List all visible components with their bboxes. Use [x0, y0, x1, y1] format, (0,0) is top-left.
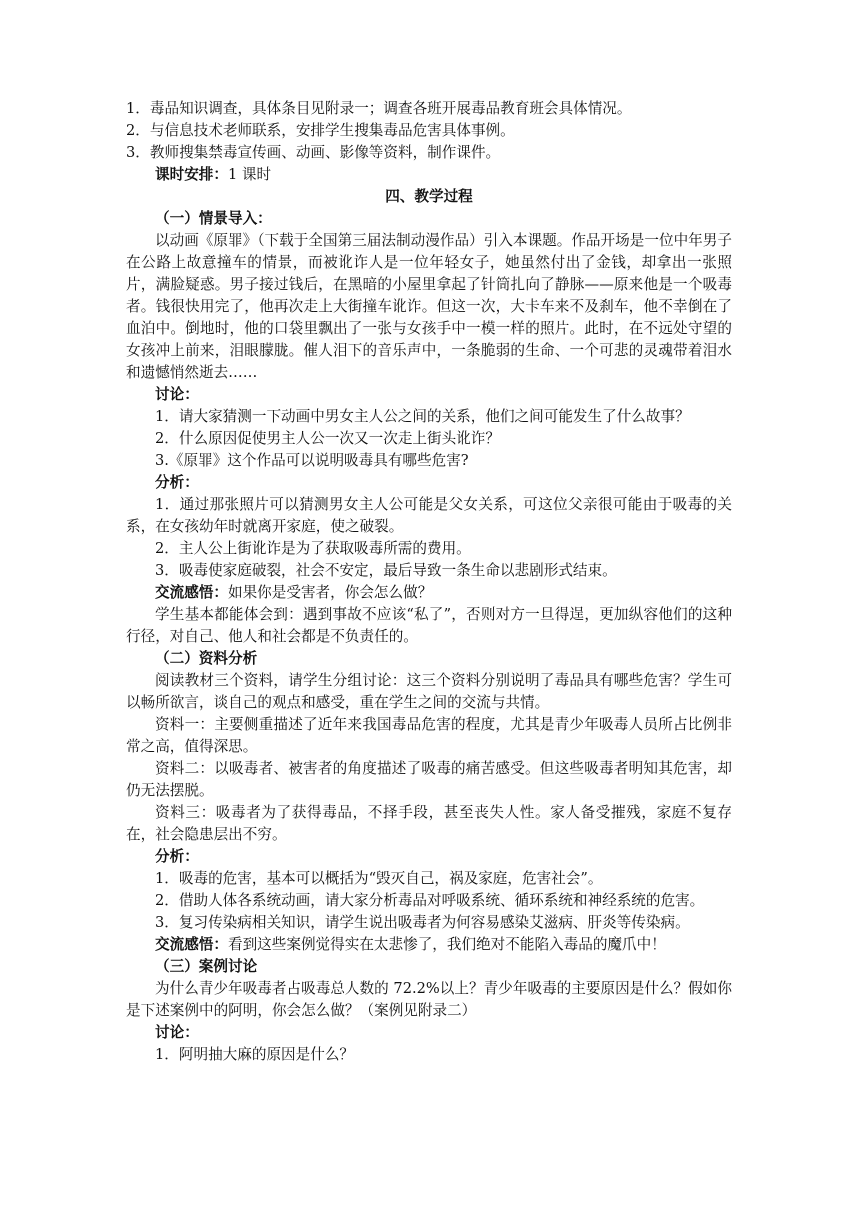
- part2-material-2: 资料二：以吸毒者、被害者的角度描述了吸毒的痛苦感受。但这些吸毒者明知其危害，却仍无法摆脱。: [126, 760, 732, 799]
- part1-analysis-3: 3．吸毒使家庭破裂，社会不安定，最后导致一条生命以悲剧形式结束。: [155, 562, 617, 579]
- part2-feeling: [126, 934, 732, 956]
- part3-heading: （三）案例讨论: [155, 958, 258, 975]
- part2-analysis-label: 分析：: [155, 848, 199, 865]
- part1-discussion-3: 3.《原罪》这个作品可以说明吸毒具有哪些危害?: [155, 452, 469, 469]
- part3-intro: 为什么青少年吸毒者占吸毒总人数的 72.2%以上？青少年吸毒的主要原因是什么？假如你是下述案例中的阿明，你会怎么做？（案例见附录二）: [126, 980, 732, 1019]
- part1-discussion-1: 1．请大家猜测一下动画中男女主人公之间的关系，他们之间可能发生了什么故事？: [155, 408, 690, 425]
- schedule-value: 1 课时: [227, 166, 272, 183]
- prep-item-3: 3．教师搜集禁毒宣传画、动画、影像等资料，制作课件。: [126, 144, 501, 161]
- part1-feeling: [126, 582, 732, 604]
- part1-discussion-2: 2．什么原因促使男主人公一次又一次走上街头讹诈？: [155, 430, 500, 447]
- part1-feeling-text: 如果你是受害者，你会怎么做？: [227, 584, 433, 601]
- part2-analysis-1: 1．吸毒的危害，基本可以概括为“毁灭自己，祸及家庭，危害社会”。: [155, 870, 603, 887]
- part2-material-1: 资料一：主要侧重描述了近年来我国毒品危害的程度，尤其是青少年吸毒人员所占比例非常之高，值得深思。: [126, 716, 732, 755]
- part2-analysis-2: 2．借助人体各系统动画，请大家分析毒品对呼吸系统、循环系统和神经系统的危害。: [155, 892, 705, 909]
- part1-heading: （一）情景导入：: [155, 210, 272, 227]
- part2-intro: 阅读教材三个资料，请学生分组讨论：这三个资料分别说明了毒品具有哪些危害？学生可以畅所欲言，谈自己的观点和感受，重在学生之间的交流与共情。: [126, 672, 732, 711]
- part1-analysis-label: 分析：: [155, 474, 199, 491]
- part1-intro: 以动画《原罪》（下载于全国第三届法制动漫作品）引入本课题。作品开场是一位中年男子在公路上故意撞车的情景，而被讹诈人是一位年轻女子，她虽然付出了金钱，却拿出一张照片，满脸疑惑。男子接过钱后，在黑暗的小屋里拿起了针筒扎向了静脉——原来他是一个吸毒者。钱很快用完了，他再次走上大街撞车讹诈。但这一次，大卡车来不及刹车，他不幸倒在了血泊中。倒地时，他的口袋里飘出了一张与女孩手中一模一样的照片。此时，在不远处守望的女孩冲上前来，泪眼朦胧。催人泪下的音乐声中，一条脆弱的生命、一个可悲的灵魂带着泪水和遗憾悄然逝去……: [126, 232, 732, 381]
- schedule-line: [126, 164, 732, 186]
- document-body: [126, 98, 732, 1066]
- part3-discussion-label: 讨论：: [155, 1024, 199, 1041]
- schedule-label: 课时安排：: [155, 166, 228, 183]
- part3-discussion-1: 1．阿明抽大麻的原因是什么？: [155, 1046, 355, 1063]
- part1-analysis-2: 2．主人公上街讹诈是为了获取吸毒所需的费用。: [155, 540, 471, 557]
- prep-item-2: 2．与信息技术老师联系，安排学生搜集毒品危害具体事例。: [126, 122, 515, 139]
- part2-analysis-3: 3．复习传染病相关知识，请学生说出吸毒者为何容易感染艾滋病、肝炎等传染病。: [155, 914, 690, 931]
- part1-feeling-label: 交流感悟：: [155, 584, 228, 601]
- part1-analysis-1: 1．通过那张照片可以猜测男女主人公可能是父女关系，可这位父亲很可能由于吸毒的关系，在女孩幼年时就离开家庭，使之破裂。: [126, 496, 732, 535]
- part2-feeling-text: 看到这些案例觉得实在太悲惨了，我们绝对不能陷入毒品的魔爪中！: [227, 936, 666, 953]
- section-title: 四、教学过程: [385, 188, 473, 205]
- part1-feeling-answer: 学生基本都能体会到：遇到事故不应该“私了”，否则对方一旦得逞，更加纵容他们的这种行径，对自己、他人和社会都是不负责任的。: [126, 606, 732, 645]
- part2-heading: （二）资料分析: [155, 650, 258, 667]
- part2-feeling-label: 交流感悟：: [155, 936, 228, 953]
- part1-discussion-label: 讨论：: [155, 386, 199, 403]
- part2-material-3: 资料三：吸毒者为了获得毒品，不择手段，甚至丧失人性。家人备受摧残，家庭不复存在，社会隐患层出不穷。: [126, 804, 732, 843]
- prep-item-1: 1．毒品知识调查，具体条目见附录一；调查各班开展毒品教育班会具体情况。: [126, 100, 632, 117]
